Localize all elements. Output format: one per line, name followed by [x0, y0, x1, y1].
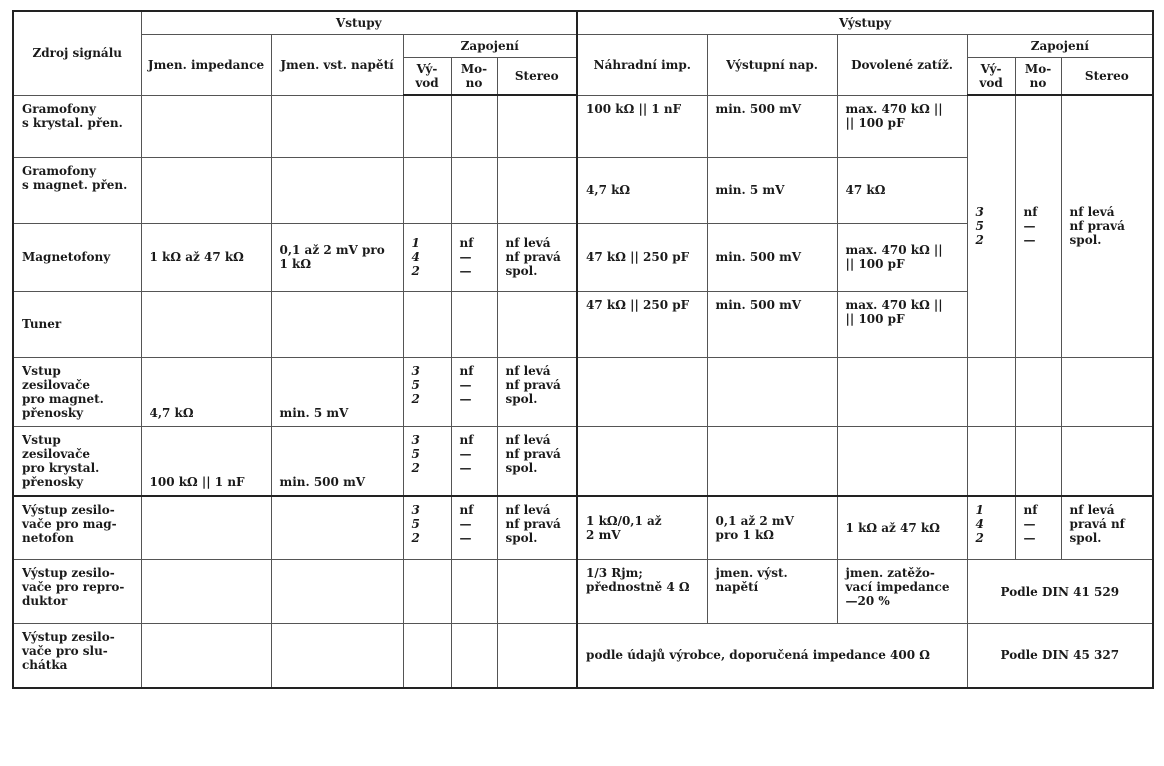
cell-out-impedance [577, 426, 707, 496]
cell-pin [403, 157, 451, 223]
header-in-voltage: Jmen. vst. napětí [271, 35, 403, 96]
cell-mono [451, 157, 497, 223]
cell-mono [451, 291, 497, 357]
cell-out-impedance: 1 kΩ/0,1 až 2 mV [577, 496, 707, 560]
cell-mono [451, 560, 497, 624]
header-out-voltage: Výstupní nap. [707, 35, 837, 96]
cell-stereo [497, 560, 577, 624]
cell-out-voltage: jmen. výst. napětí [707, 560, 837, 624]
cell-in-impedance [141, 95, 271, 157]
table-row [13, 496, 1153, 560]
cell-mono [451, 95, 497, 157]
cell-in-impedance [141, 560, 271, 624]
header-in-impedance: Jmen. impedance [141, 35, 271, 96]
cell-pin [403, 560, 451, 624]
cell-load: 1 kΩ až 47 kΩ [837, 496, 967, 560]
header-mono: Mo- no [451, 58, 497, 96]
cell-in-voltage [271, 624, 403, 688]
cell-out-pin [967, 357, 1015, 426]
cell-source: Gramofony s krystal. přen. [13, 95, 141, 157]
cell-out-voltage: min. 500 mV [707, 291, 837, 357]
header-out-connection: Zapojení [967, 35, 1153, 58]
cell-out-impedance: 1/3 Rjm; přednostně 4 Ω [577, 560, 707, 624]
cell-in-voltage [271, 95, 403, 157]
cell-out-stereo: nf levá pravá nf spol. [1061, 496, 1153, 560]
table-row [13, 357, 1153, 426]
header-out-stereo: Stereo [1061, 58, 1153, 96]
cell-out-impedance: 100 kΩ || 1 nF [577, 95, 707, 157]
table-row [13, 624, 1153, 688]
cell-in-voltage: min. 500 mV [271, 426, 403, 496]
header-in-connection: Zapojení [403, 35, 577, 58]
cell-out-pin: 1 4 2 [967, 496, 1015, 560]
cell-out-pin [967, 426, 1015, 496]
cell-out-voltage: min. 500 mV [707, 223, 837, 291]
cell-source: Tuner [13, 291, 141, 357]
cell-out-voltage [707, 426, 837, 496]
cell-load: jmen. zatěžo- vací impedance —20 % [837, 560, 967, 624]
header-source: Zdroj signálu [13, 11, 141, 95]
cell-load [837, 357, 967, 426]
cell-in-voltage [271, 157, 403, 223]
cell-out-mono [1015, 426, 1061, 496]
header-inputs: Vstupy [141, 11, 577, 35]
cell-load [837, 426, 967, 496]
cell-pin: 3 5 2 [403, 426, 451, 496]
cell-pin: 1 4 2 [403, 223, 451, 291]
header-pin: Vý- vod [403, 58, 451, 96]
cell-source: Vstup zesilovače pro magnet. přenosky [13, 357, 141, 426]
cell-stereo: nf levá nf pravá spol. [497, 223, 577, 291]
cell-pin [403, 291, 451, 357]
cell-shared-out-mono: nf — — [1015, 95, 1061, 357]
cell-mono: nf — — [451, 357, 497, 426]
cell-out-mono [1015, 357, 1061, 426]
cell-in-voltage [271, 291, 403, 357]
header-out-pin: Vý- vod [967, 58, 1015, 96]
cell-mono [451, 624, 497, 688]
header-load: Dovolené zatíž. [837, 35, 967, 96]
cell-in-voltage: min. 5 mV [271, 357, 403, 426]
cell-in-impedance [141, 157, 271, 223]
cell-din-reference: Podle DIN 45 327 [967, 624, 1153, 688]
cell-shared-out-stereo: nf levá nf pravá spol. [1061, 95, 1153, 357]
cell-pin [403, 624, 451, 688]
cell-source: Vstup zesilovače pro krystal. přenosky [13, 426, 141, 496]
cell-out-impedance: 47 kΩ || 250 pF [577, 291, 707, 357]
cell-stereo [497, 624, 577, 688]
header-out-impedance: Náhradní imp. [577, 35, 707, 96]
cell-source: Výstup zesilo- vače pro mag- netofon [13, 496, 141, 560]
cell-source: Výstup zesilo- vače pro repro- duktor [13, 560, 141, 624]
table-row [13, 560, 1153, 624]
cell-in-impedance [141, 291, 271, 357]
cell-in-impedance: 1 kΩ až 47 kΩ [141, 223, 271, 291]
cell-stereo [497, 95, 577, 157]
cell-out-voltage [707, 357, 837, 426]
cell-stereo: nf levá nf pravá spol. [497, 426, 577, 496]
cell-shared-out-pin: 3 5 2 [967, 95, 1015, 357]
cell-out-impedance: 4,7 kΩ [577, 157, 707, 223]
cell-stereo: nf levá nf pravá spol. [497, 357, 577, 426]
cell-mono: nf — — [451, 496, 497, 560]
cell-out-note: podle údajů výrobce, doporučená impedance 400 Ω [577, 624, 967, 688]
cell-in-voltage [271, 560, 403, 624]
cell-din-reference: Podle DIN 41 529 [967, 560, 1153, 624]
cell-mono: nf — — [451, 223, 497, 291]
cell-in-impedance [141, 496, 271, 560]
header-out-mono: Mo- no [1015, 58, 1061, 96]
cell-out-voltage: min. 500 mV [707, 95, 837, 157]
cell-in-voltage [271, 496, 403, 560]
signal-connection-table [12, 10, 1154, 689]
cell-in-impedance [141, 624, 271, 688]
cell-out-stereo [1061, 426, 1153, 496]
cell-source: Gramofony s magnet. přen. [13, 157, 141, 223]
cell-stereo [497, 291, 577, 357]
cell-load: max. 470 kΩ || || 100 pF [837, 291, 967, 357]
cell-source: Výstup zesilo- vače pro slu- chátka [13, 624, 141, 688]
cell-stereo [497, 157, 577, 223]
cell-out-mono: nf — — [1015, 496, 1061, 560]
header-stereo: Stereo [497, 58, 577, 96]
cell-source: Magnetofony [13, 223, 141, 291]
cell-mono: nf — — [451, 426, 497, 496]
cell-load: max. 470 kΩ || || 100 pF [837, 95, 967, 157]
header-outputs: Výstupy [577, 11, 1153, 35]
cell-pin [403, 95, 451, 157]
cell-out-voltage: 0,1 až 2 mV pro 1 kΩ [707, 496, 837, 560]
connection-table-sheet [12, 10, 1154, 689]
cell-out-impedance: 47 kΩ || 250 pF [577, 223, 707, 291]
cell-load: 47 kΩ [837, 157, 967, 223]
cell-in-impedance: 100 kΩ || 1 nF [141, 426, 271, 496]
cell-pin: 3 5 2 [403, 496, 451, 560]
cell-pin: 3 5 2 [403, 357, 451, 426]
cell-out-voltage: min. 5 mV [707, 157, 837, 223]
cell-out-impedance [577, 357, 707, 426]
cell-in-voltage: 0,1 až 2 mV pro 1 kΩ [271, 223, 403, 291]
cell-out-stereo [1061, 357, 1153, 426]
cell-in-impedance: 4,7 kΩ [141, 357, 271, 426]
table-row [13, 426, 1153, 496]
cell-stereo: nf levá nf pravá spol. [497, 496, 577, 560]
cell-load: max. 470 kΩ || || 100 pF [837, 223, 967, 291]
table-row [13, 95, 1153, 157]
